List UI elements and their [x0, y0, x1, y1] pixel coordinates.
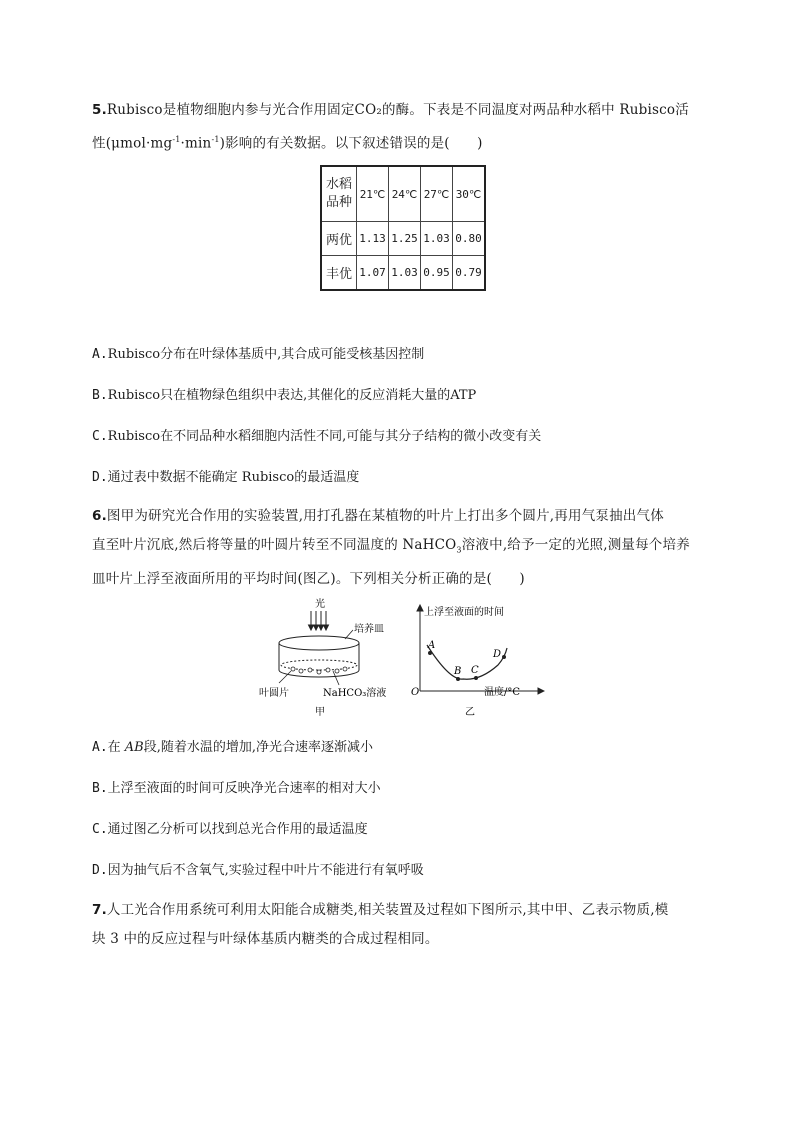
graph-axes	[417, 605, 544, 694]
q5-option-a: A.Rubisco分布在叶绿体基质中,其合成可能受核基因控制	[92, 347, 425, 362]
point-a-label: A	[428, 640, 436, 651]
q5-option-d: D.通过表中数据不能确定 Rubisco的最适温度	[92, 470, 360, 485]
question-5-line-2: 性$(\mu mol\cdot mg^{-1}\cdot\min^{-1})$影响的有关数据。以下叙述错误的是( )	[92, 135, 483, 152]
point-b	[456, 677, 460, 681]
q5-option-b: B.Rubisco只在植物绿色组织中表达,其催化的反应消耗大量的ATP	[92, 388, 477, 403]
leaf-disc-label: 叶圆片	[259, 688, 289, 699]
table-header-cell: 21℃	[357, 166, 389, 222]
table-header-cell: 27℃	[421, 166, 453, 222]
caption-jia: 甲	[315, 707, 325, 718]
table-cell: 0.80	[453, 222, 486, 256]
point-b-label: B	[454, 666, 462, 677]
y-axis-label: 上浮至液面的时间	[424, 607, 504, 618]
table-row-label: 两优	[321, 222, 357, 256]
table-cell: 1.13	[357, 222, 389, 256]
point-c-label: C	[471, 665, 479, 676]
question-7	[92, 896, 712, 954]
x-axis-label: 温度/°C	[484, 687, 521, 698]
photosynthesis-figure	[255, 595, 545, 720]
point-d	[502, 655, 506, 659]
solution-label: NaHCO₃溶液	[323, 688, 387, 699]
table-cell: 0.79	[453, 256, 486, 291]
table-cell: 1.03	[389, 256, 421, 291]
question-7-line-2: 块 3 中的反应过程与叶绿体基质内糖类的合成过程相同。	[92, 931, 439, 947]
table-cell: 1.25	[389, 222, 421, 256]
rubisco-data-table	[320, 165, 486, 291]
question-number: 5.	[92, 102, 107, 118]
table-cell: 0.95	[421, 256, 453, 291]
point-c	[474, 676, 478, 680]
table-cell: 1.07	[357, 256, 389, 291]
question-6-line-3: 皿叶片上浮至液面所用的平均时间(图乙)。下列相关分析正确的是( )	[92, 570, 525, 587]
q6-option-a: A.在 AB段,随着水温的增加,净光合速率逐渐减小	[92, 740, 374, 755]
point-d-label: D	[493, 649, 502, 660]
question-7-line-1: 7.人工光合作用系统可利用太阳能合成糖类,相关装置及过程如下图所示,其中甲、乙表示物质,模	[92, 902, 669, 918]
table-row	[321, 222, 485, 256]
light-label: 光	[315, 599, 325, 610]
question-6-line-1: 6.图甲为研究光合作用的实验装置,用打孔器在某植物的叶片上打出多个圆片,再用气泵抽出气体	[92, 508, 664, 524]
q6-option-b: B.上浮至液面的时间可反映净光合速率的相对大小	[92, 781, 381, 796]
light-arrows	[309, 611, 329, 630]
table-header-cell: 24℃	[389, 166, 421, 222]
question-number: 6.	[92, 508, 107, 524]
table-row	[321, 256, 485, 291]
point-a	[428, 651, 432, 655]
question-6	[92, 502, 712, 594]
q5-option-c: C.Rubisco在不同品种水稻细胞内活性不同,可能与其分子结构的微小改变有关	[92, 429, 542, 444]
table-header-row	[321, 166, 485, 222]
table-cell: 1.03	[421, 222, 453, 256]
table-corner-cell: 水稻 品种	[321, 166, 357, 222]
table-header-cell: 30℃	[453, 166, 486, 222]
origin-label: O	[411, 687, 420, 698]
dish-label: 培养皿	[354, 624, 384, 635]
table-row-label: 丰优	[321, 256, 357, 291]
question-5	[92, 96, 712, 159]
q6-option-c: C.通过图乙分析可以找到总光合作用的最适温度	[92, 822, 368, 837]
leaf-discs	[291, 667, 347, 674]
q6-option-d: D.因为抽气后不含氧气,实验过程中叶片不能进行有氧呼吸	[92, 863, 424, 878]
question-5-line-1: 5.Rubisco是植物细胞内参与光合作用固定CO₂的酶。下表是不同温度对两品种水稻中 Rubisco活	[92, 102, 689, 118]
question-number: 7.	[92, 902, 107, 918]
caption-yi: 乙	[465, 707, 475, 718]
question-6-line-2: 直至叶片沉底,然后将等量的叶圆片转至不同温度的 NaHCO$_3$溶液中,给予一定的光照,测量每个培养	[92, 537, 690, 555]
